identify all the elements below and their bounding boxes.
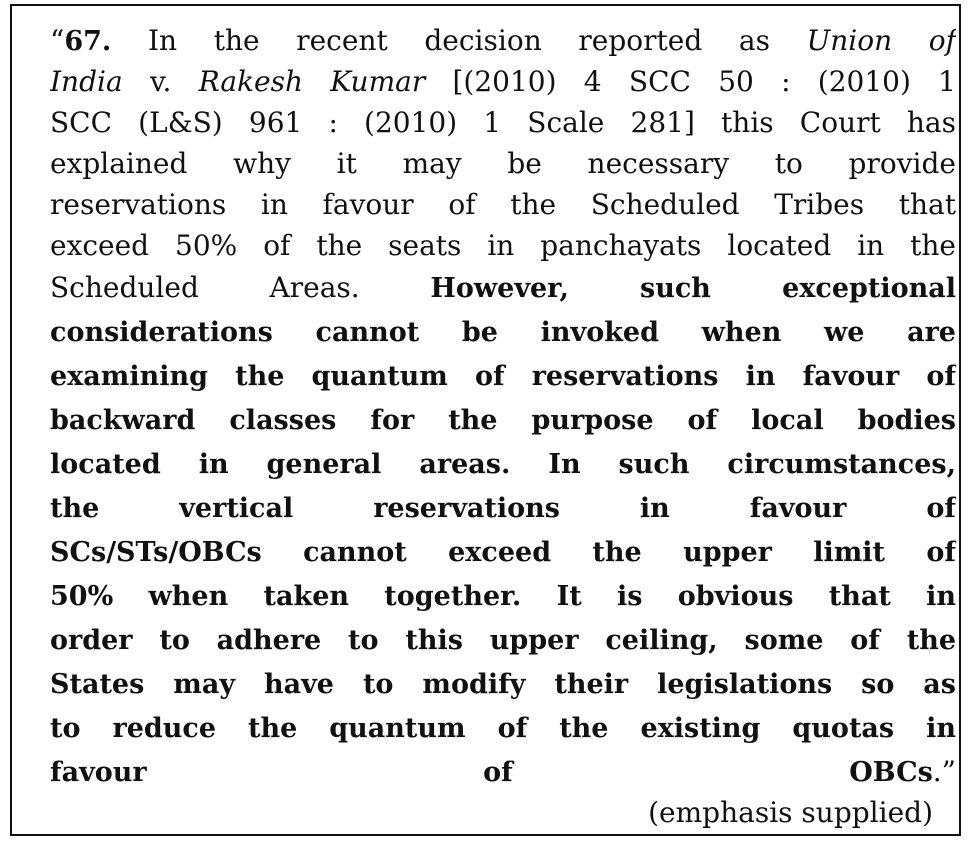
text-segment: v.: [122, 65, 199, 98]
text-line: [50, 266, 956, 310]
bold-text: 67.: [64, 26, 112, 57]
text-line: [50, 442, 956, 486]
bold-text: order to adhere to this upper ceiling, some of the: [50, 625, 956, 656]
text-segment: SCC (L&S) 961 : (2010) 1 Scale 281] this Court has: [50, 106, 956, 139]
bold-text: SCs/STs/OBCs cannot exceed the upper limit of: [50, 537, 956, 568]
text-line: [50, 61, 956, 102]
bold-text: States may have to modify their legislations so as: [50, 669, 956, 700]
text-segment: “: [50, 24, 65, 57]
bold-text: favour of OBCs: [50, 757, 933, 788]
text-line: [50, 750, 956, 794]
italic-text: Rakesh Kumar: [198, 65, 426, 98]
text-line: [50, 225, 956, 266]
bold-text: examining the quantum of reservations in favour of: [50, 361, 956, 392]
bold-text: 50% when taken together. It is obvious that in: [50, 581, 956, 612]
italic-text: Union of: [806, 24, 956, 57]
text-line: [50, 486, 956, 530]
text-line: [50, 618, 956, 662]
bold-text: However, such exceptional: [430, 273, 956, 304]
text-line: [50, 398, 956, 442]
italic-text: India: [50, 65, 123, 98]
text-segment: In the recent decision reported as: [111, 24, 807, 57]
text-line: [50, 354, 956, 398]
text-segment: .”: [932, 755, 956, 788]
text-line: [50, 184, 956, 225]
bold-text: backward classes for the purpose of local bodies: [50, 405, 956, 436]
bold-text: the vertical reservations in favour of: [50, 493, 956, 524]
text-line: [50, 310, 956, 354]
text-segment: reservations in favour of the Scheduled Tribes that: [50, 188, 956, 221]
text-segment: exceed 50% of the seats in panchayats located in the: [50, 229, 956, 262]
text-segment: explained why it may be necessary to provide: [50, 147, 956, 180]
text-line: [50, 530, 956, 574]
text-segment: Scheduled Areas.: [50, 271, 431, 304]
quote-box: [10, 4, 961, 836]
emphasis-note: (emphasis supplied): [648, 796, 933, 829]
text-line: [50, 143, 956, 184]
quoted-paragraph: [50, 20, 956, 794]
text-line: [50, 574, 956, 618]
bold-text: to reduce the quantum of the existing quotas in: [50, 713, 956, 744]
text-line: [50, 20, 956, 61]
text-line: [50, 662, 956, 706]
bold-text: located in general areas. In such circumstances,: [50, 449, 956, 480]
text-line: [50, 102, 956, 143]
text-line: [50, 706, 956, 750]
text-segment: [(2010) 4 SCC 50 : (2010) 1: [425, 65, 956, 98]
bold-text: considerations cannot be invoked when we are: [50, 317, 956, 348]
